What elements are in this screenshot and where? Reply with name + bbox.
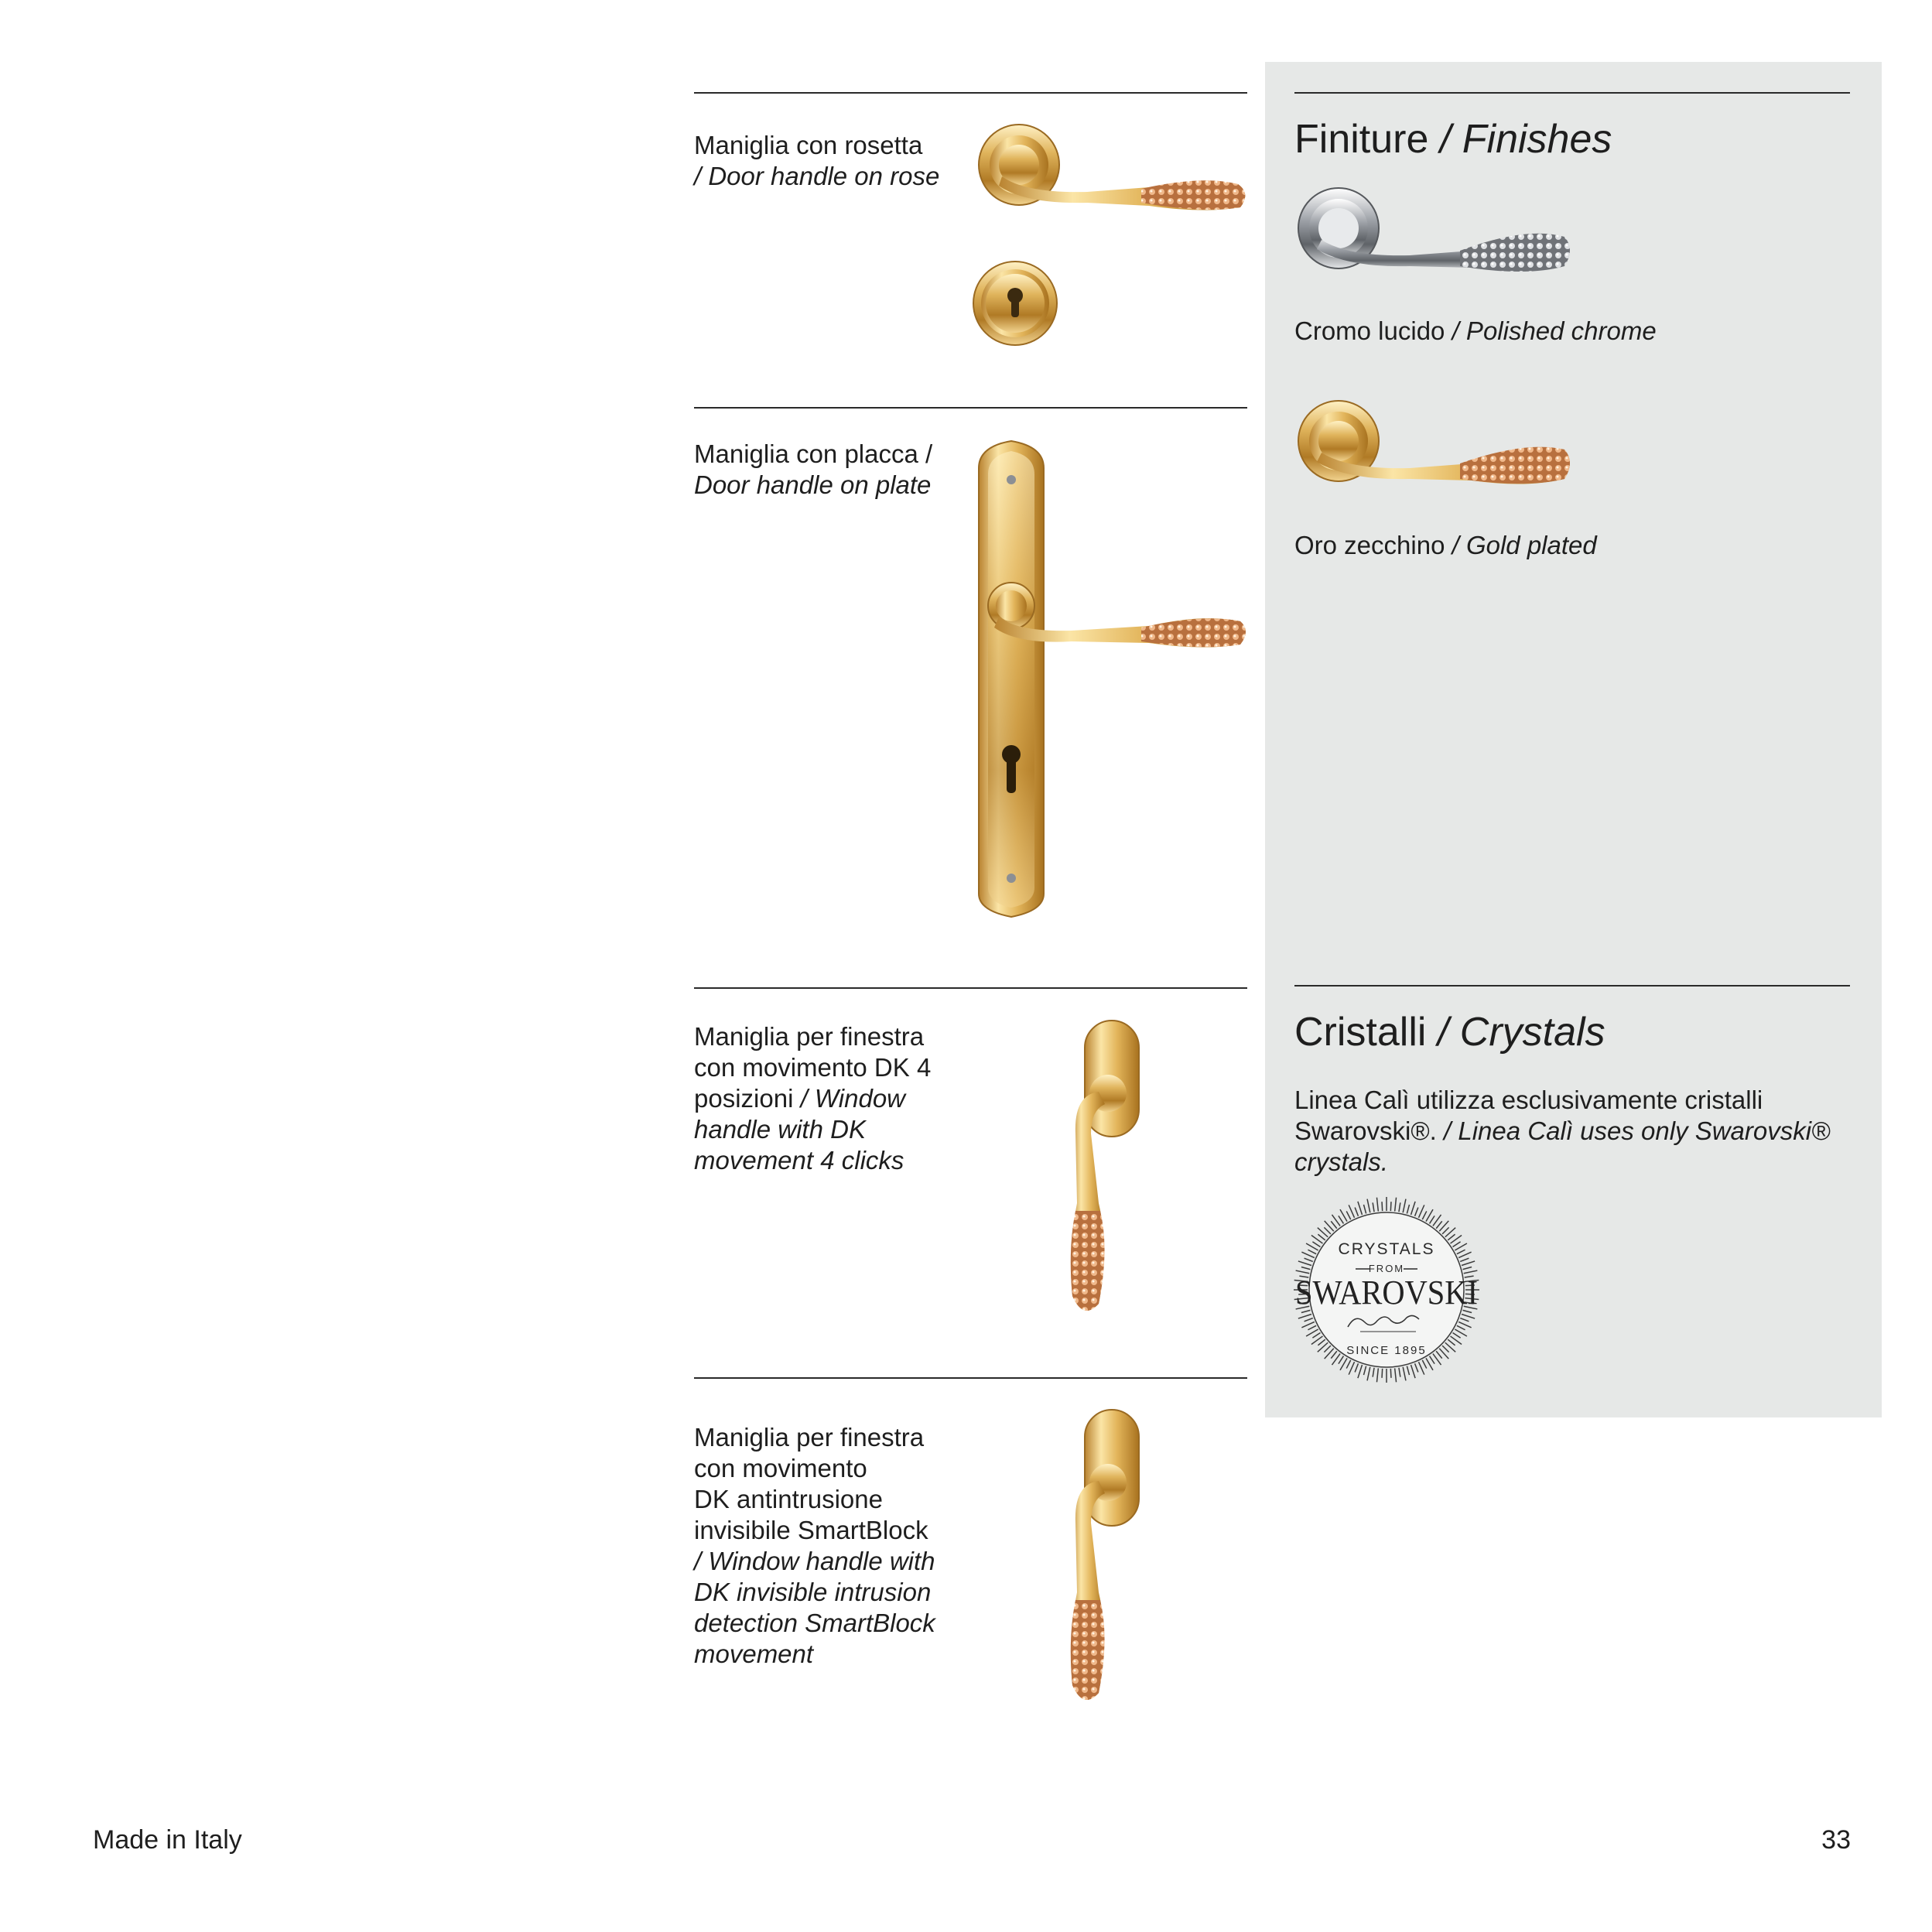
- window-handle-smartblock-image: [1052, 1407, 1161, 1708]
- product-1-name-en: / Door handle on rose: [694, 162, 940, 190]
- finish-gold-label: Oro zecchino / Gold plated: [1294, 531, 1597, 559]
- logo-from-text: FROM: [1368, 1263, 1405, 1274]
- divider-4: [694, 1377, 1247, 1379]
- product-2-name-en: Door handle on plate: [694, 470, 932, 499]
- divider-3: [694, 987, 1247, 989]
- gold-plated-handle-image: [1294, 398, 1576, 495]
- page-number: 33: [1821, 1825, 1851, 1855]
- product-4-label: [694, 1422, 988, 1670]
- product-4-name-it: Maniglia per finestra con movimento DK antintrusione invisibile SmartBlock: [694, 1423, 928, 1544]
- made-in-italy: Made in Italy: [93, 1825, 242, 1855]
- crystals-divider: [1294, 985, 1850, 987]
- divider-2: [694, 407, 1247, 409]
- product-2-label: Maniglia con placca / Door handle on plate: [694, 439, 933, 499]
- product-1-name-it: Maniglia con rosetta: [694, 131, 923, 159]
- product-1-label: [694, 130, 957, 192]
- door-handle-on-plate-image: [971, 437, 1250, 921]
- product-2-name-it: Maniglia con placca: [694, 439, 918, 468]
- divider-1: [694, 92, 1247, 94]
- window-handle-dk-image: [1052, 1017, 1161, 1319]
- product-3-name-en: / Window handle with DK movement 4 clicks: [694, 1084, 906, 1175]
- finishes-heading: Finiture / Finishes: [1294, 117, 1612, 162]
- door-handle-on-rose-image: [971, 122, 1250, 227]
- crystals-body: Linea Calì utilizza esclusivamente cristalli Swarovski®. / Linea Calì uses only Swarovski® crystals.: [1294, 1086, 1831, 1176]
- finish-chrome-label: Cromo lucido / Polished chrome: [1294, 316, 1657, 345]
- finishes-divider: [1294, 92, 1850, 94]
- logo-swarovski-text: SWAROVSKI: [1295, 1274, 1478, 1311]
- logo-crystals-text: CRYSTALS: [1338, 1240, 1435, 1258]
- logo-since-text: SINCE 1895: [1346, 1344, 1427, 1357]
- crystals-heading: Cristalli / Crystals: [1294, 1010, 1605, 1055]
- keyhole-escutcheon-image: [971, 259, 1064, 352]
- polished-chrome-handle-image: [1294, 186, 1576, 282]
- product-3-name-it: Maniglia per finestra con movimento DK 4 posizioni: [694, 1022, 932, 1113]
- swarovski-crystals-logo: [1292, 1195, 1482, 1385]
- product-3-label: [694, 1021, 973, 1176]
- product-4-name-en: / Window handle with DK invisible intrusion detection SmartBlock movement: [694, 1547, 935, 1668]
